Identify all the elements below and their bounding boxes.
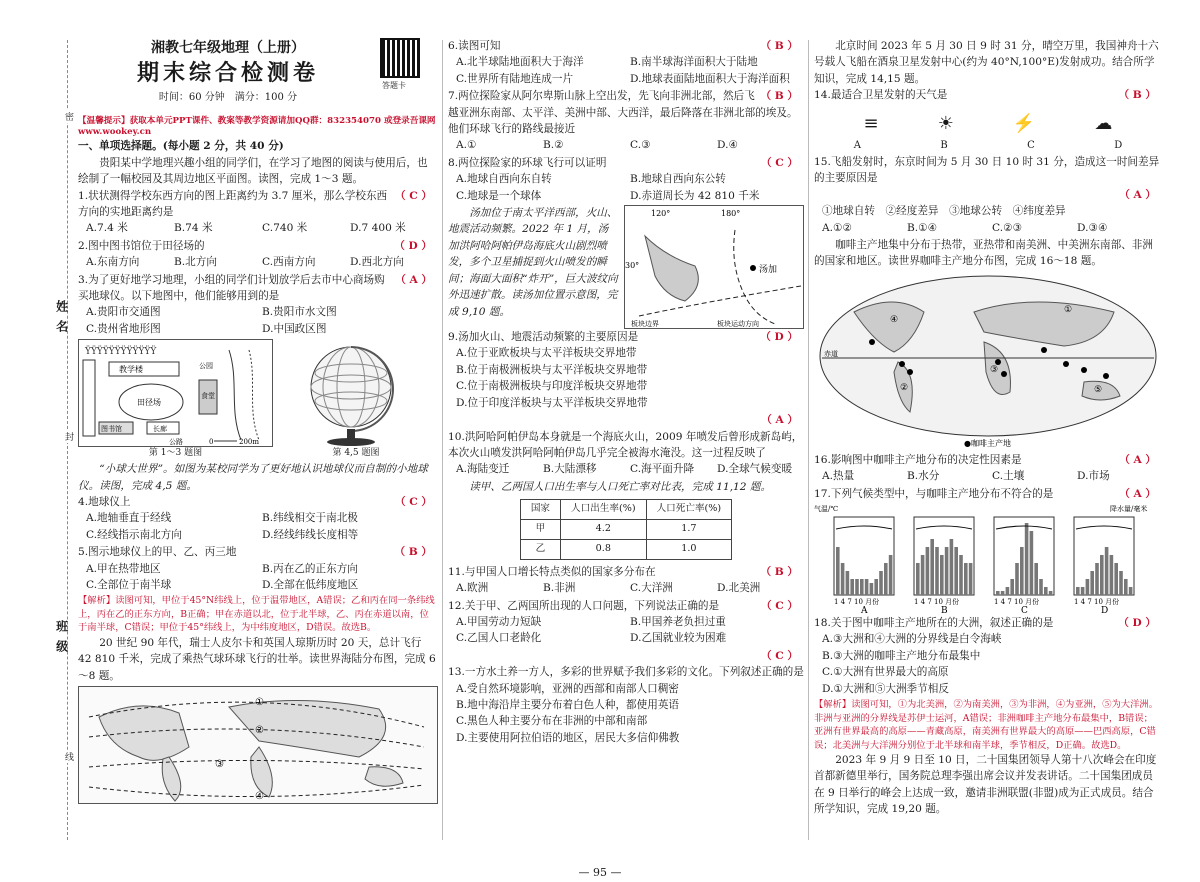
tonga-map	[624, 205, 804, 329]
precip-bar	[950, 539, 954, 595]
question-17	[814, 486, 1162, 502]
question-11	[448, 564, 804, 597]
precip-bar	[921, 555, 925, 595]
answer: （ A ）	[761, 414, 798, 427]
question-9	[448, 329, 804, 411]
answer: （ C ）	[761, 599, 798, 612]
option: A.贵阳市交通图	[86, 306, 161, 319]
precip-bar	[884, 563, 888, 595]
option: A.东南方向	[86, 256, 140, 269]
precip-bar	[969, 563, 973, 595]
column-2	[448, 38, 804, 747]
climate-chart-label: B	[941, 606, 948, 616]
precip-bar	[1020, 547, 1024, 595]
qr-caption: 答题卡	[382, 81, 406, 90]
precip-bar	[874, 579, 878, 595]
climate-chart-frame	[994, 517, 1054, 595]
question-stem: 15.飞船发射时，东京时间为 5 月 30 日 10 时 31 分，造成这一时间差异的主要原因是	[814, 156, 1160, 185]
climate-chart-label: C	[1021, 606, 1028, 616]
column-1	[78, 38, 438, 804]
table-cell: 4.2	[561, 519, 647, 539]
precip-bar	[1001, 591, 1005, 595]
exam-header	[78, 38, 438, 116]
question-stem: 6.读图可知	[448, 40, 501, 52]
option: B.74 米	[174, 222, 213, 235]
option: A.③大洲和④大洲的分界线是白令海峡	[822, 633, 1002, 646]
precip-bar	[954, 547, 958, 595]
temp-line	[996, 526, 1052, 529]
month-axis-label: 1 4 7 10 月份	[914, 598, 960, 607]
answer: （ D ）	[394, 239, 432, 252]
question-stem: 11.与甲国人口增长特点类似的国家多分布在	[448, 565, 656, 578]
question-stem: 2.图中图书馆位于田径场的	[78, 239, 205, 252]
figure-row	[78, 339, 438, 461]
campus-map	[78, 339, 273, 447]
question-stem: 7.两位探险家从阿尔卑斯山脉上空出发，先飞向非洲北部，然后飞越亚洲东南部、太平洋、美洲中部、大西洋，最后降落在非洲北部的埃及。他们环球飞行的路线最接近	[448, 90, 798, 136]
option: D.①大洲和⑤大洲季节相反	[822, 682, 949, 695]
table-cell: 1.0	[646, 539, 732, 559]
option: A.海陆变迁	[456, 463, 510, 476]
haze-icon: ≡	[863, 112, 879, 134]
precip-bar	[1039, 579, 1043, 595]
analysis-note: 【解析】读图可知，①为北美洲，②为南美洲，③为非洲，④为亚洲，⑤为大洋洲。非洲与亚洲的分界线是苏伊士运河，A错误；非洲咖啡主产地分布最集中，B错误；亚洲有世界最高的高原——青藏高原，南美洲有世界最大的高原——巴西高原，C错误；北美洲与大洋洲分别位于北半球和南半球，季节相反，D正确。故选D。	[814, 699, 1158, 751]
climate-charts	[814, 503, 1162, 615]
option: A.甲国劳动力短缺	[456, 615, 542, 628]
answer: （ B ）	[1118, 89, 1156, 102]
option: A.受自然环境影响，亚洲的西部和南部人口稠密	[456, 682, 679, 695]
precip-bar	[850, 579, 854, 595]
scale-max: 200m	[239, 438, 259, 447]
question-5	[78, 544, 438, 593]
option: B.水分	[907, 470, 940, 483]
coffee-map	[814, 272, 1162, 450]
precip-bar	[1081, 587, 1085, 595]
option: C.土壤	[992, 470, 1025, 483]
option: C.全部位于南半球	[86, 579, 172, 591]
option: C.西南方向	[262, 256, 316, 269]
lon-180-label: 180°	[721, 209, 741, 219]
page-title: 期末综合检测卷	[136, 60, 319, 86]
option: D.西北方向	[350, 256, 404, 269]
precip-bar	[935, 547, 939, 595]
option: D.位于印度洋板块与太平洋板块交界地带	[456, 396, 648, 409]
legend-boundary: 板块边界	[631, 320, 659, 329]
question-stem: 4.地球仪上	[78, 495, 131, 508]
precip-bar	[846, 571, 850, 595]
option: D.中国政区图	[262, 322, 327, 335]
option: D.全球气候变暖	[717, 463, 793, 476]
precip-bar	[1034, 563, 1038, 595]
question-intro: 贵阳某中学地理兴趣小组的同学们，在学习了地图的阅读与使用后，也绘制了一幅校园及其周边地区平面图。读图，完成 1～3 题。	[78, 156, 428, 186]
question-stem: 8.两位探险家的环球飞行可以证明	[448, 156, 607, 169]
tonga-label: 汤加	[759, 265, 778, 276]
question-intro: “小球大世界”。如图为某校同学为了更好地认识地球仪而自制的小地球仪。读图，完成 4,5 题。	[78, 463, 428, 492]
option: C.海平面升降	[630, 463, 695, 476]
option: C	[1027, 139, 1035, 151]
temp-line	[836, 526, 892, 529]
section-heading: 一、单项选择题。(每小题 2 分，共 40 分)	[78, 140, 284, 153]
route-3-label: ③	[215, 759, 224, 771]
question-8	[448, 155, 804, 204]
question-7	[448, 88, 804, 154]
figure-caption: 第 1～3 题图	[148, 448, 203, 459]
answer: （ C ）	[395, 189, 432, 202]
option: C.黑色人种主要分布在非洲的中部和南部	[456, 715, 648, 728]
label-canteen: 食堂	[201, 392, 215, 401]
continent-2-label: ②	[900, 382, 909, 393]
seal-mark: 密	[60, 110, 74, 123]
table-header: 人口死亡率(%)	[646, 500, 732, 520]
option: C.③	[630, 139, 651, 152]
option: D.地球表面陆地面积大于海洋面积	[630, 72, 790, 85]
label-track-field: 田径场	[137, 398, 161, 408]
option: A.①	[456, 139, 477, 152]
option: A.北半球陆地面积大于海洋	[456, 56, 584, 69]
label-library: 图书馆	[101, 425, 122, 434]
world-map-drawing	[79, 687, 437, 803]
table-cell: 1.7	[646, 519, 732, 539]
question-14	[814, 87, 1162, 153]
answer: （ B ）	[394, 546, 432, 559]
tonga-block	[448, 205, 804, 329]
class-label: 班 级	[54, 620, 69, 655]
question-stem: 10.洪阿哈阿帕伊岛本身就是一个海底火山，2009 年喷发后曾形成新岛屿，本次火山喷发洪阿哈阿帕伊岛几乎完全被海水淹没。这一过程反映了	[448, 430, 803, 459]
typhoon-icon: ☁	[1094, 112, 1113, 134]
precip-bar	[855, 579, 859, 595]
campus-map-drawing	[79, 340, 272, 446]
option: D.乙国就业较为困难	[630, 632, 727, 645]
map-legend: ●咖啡主产地	[964, 438, 1011, 448]
option: D.主要使用阿拉伯语的地区，居民大多信仰佛教	[456, 731, 680, 744]
table-row	[520, 539, 731, 559]
option: A.地轴垂直于经线	[86, 512, 172, 525]
globe-drawing	[281, 339, 431, 447]
option: D.赤道周长为 42 810 千米	[630, 189, 760, 202]
question-6	[448, 38, 804, 87]
answer: （ D ）	[760, 331, 798, 344]
question-2	[78, 238, 438, 271]
table-cell: 0.8	[561, 539, 647, 559]
globe-figure	[281, 339, 431, 447]
option: A	[853, 139, 861, 151]
label-corridor: 长廊	[153, 425, 167, 434]
option: C.世界所有陆地连成一片	[456, 72, 574, 85]
question-1	[78, 188, 438, 237]
precip-bar	[1044, 587, 1048, 595]
temp-axis-label: 气温/℃	[814, 505, 839, 514]
option: C.②③	[992, 221, 1023, 234]
precip-bar	[1006, 587, 1010, 595]
seal-mark: 封	[60, 430, 74, 443]
table-header: 人口出生率(%)	[561, 500, 647, 520]
option: A.甲在热带地区	[86, 562, 161, 575]
label-teaching-building: 教学楼	[119, 365, 143, 375]
option: C.740 米	[262, 222, 308, 235]
precip-bar	[1076, 587, 1080, 595]
option: C.贵州省地形图	[86, 322, 161, 335]
question-stem: 16.影响图中咖啡主产地分布的决定性因素是	[814, 453, 1022, 466]
precip-bar	[1110, 555, 1114, 595]
route-2-label: ②	[255, 725, 264, 737]
option: D.④	[717, 139, 738, 152]
precip-bar	[1025, 523, 1029, 595]
precip-bar	[1015, 563, 1019, 595]
option: A.7.4 米	[86, 222, 128, 235]
precip-bar	[836, 547, 840, 595]
svg-text:ŸŸŸŸŸŸŸŸŸŸŸŸ: ŸŸŸŸŸŸŸŸŸŸŸŸ	[85, 347, 157, 358]
question-intro: 北京时间 2023 年 5 月 30 日 9 时 31 分，晴空万里，我国神舟十六号载人飞船在酒泉卫星发射中心(约为 40°N,100°E)发射成功。结合所学知识，完成 14,15 题。	[814, 40, 1159, 85]
table-row	[520, 519, 731, 539]
option-items: ①地球自转 ②经度差异 ③地球公转 ④纬度差异	[822, 205, 1066, 218]
option: D	[1114, 139, 1123, 151]
precip-bar	[1119, 571, 1123, 595]
option: C.经线指示南北方向	[86, 528, 182, 541]
option: B.丙在乙的正东方向	[262, 562, 358, 575]
option: C.大洋洲	[630, 582, 673, 595]
route-4-label: ④	[255, 791, 264, 803]
temp-line	[1076, 526, 1132, 529]
option: B.甲国养老负担过重	[630, 615, 726, 628]
month-axis-label: 1 4 7 10 月份	[834, 598, 880, 607]
precip-bar	[1100, 555, 1104, 595]
question-3	[78, 272, 438, 338]
question-16	[814, 452, 1162, 485]
precip-bar	[930, 539, 934, 595]
question-18	[814, 615, 1162, 697]
option: B.贵阳市水文图	[262, 306, 337, 319]
answer: （ B ）	[760, 565, 798, 578]
coffee-map-drawing	[814, 272, 1162, 450]
question-12	[448, 598, 804, 647]
answer: （ B ）	[760, 40, 798, 52]
month-axis-label: 1 4 7 10 月份	[994, 598, 1040, 607]
climate-charts-drawing	[814, 503, 1162, 615]
column-divider	[808, 40, 809, 840]
option: B.②	[543, 139, 564, 152]
question-10	[448, 412, 804, 478]
precip-bar	[870, 583, 874, 595]
precip-bar	[1114, 563, 1118, 595]
answer: （ A ）	[1119, 487, 1156, 500]
option: C.地球是一个球体	[456, 189, 542, 202]
exam-meta: 时间：60 分钟 满分：100 分	[158, 92, 298, 104]
seal-mark: 线	[60, 750, 74, 763]
answer: （ C ）	[761, 649, 798, 662]
table-cell: 甲	[520, 519, 560, 539]
label-road: 公路	[169, 438, 183, 447]
precip-bar	[916, 563, 920, 595]
month-axis-label: 1 4 7 10 月份	[1074, 598, 1120, 607]
book-title: 湘教七年级地理（上册）	[151, 40, 305, 56]
option: D.全部在低纬度地区	[262, 579, 359, 591]
option: D.7 400 米	[350, 222, 406, 235]
option: B.①④	[907, 221, 938, 234]
option: A.热量	[822, 470, 855, 483]
precip-bar	[1010, 579, 1014, 595]
figure-caption: 第 4,5 题图	[332, 448, 380, 459]
precip-bar	[1030, 531, 1034, 595]
table-cell: 乙	[520, 539, 560, 559]
option: C.①大洲有世界最大的高原	[822, 666, 949, 679]
answer: （ B ）	[760, 90, 798, 103]
sunny-icon: ☀	[937, 112, 954, 134]
option: B.纬线相交于南北极	[262, 512, 358, 525]
climate-chart-label: A	[861, 606, 868, 616]
question-stem: 17.下列气候类型中，与咖啡主产地分布不符合的是	[814, 487, 1054, 500]
precip-bar	[1095, 563, 1099, 595]
question-stem: 18.关于图中咖啡主产地所在的大洲，叙述正确的是	[814, 617, 1054, 630]
option: B.地中海沿岸主要分布着白色人种，都使用英语	[456, 698, 680, 711]
precip-bar	[879, 571, 883, 595]
option: B.大陆漂移	[543, 463, 597, 476]
tonga-map-drawing	[625, 206, 803, 328]
temp-line	[916, 526, 972, 529]
question-intro: 咖啡主产地集中分布于热带，亚热带和南美洲、中美洲东南部、非洲的国家和地区。读世界咖啡主产地分布图，完成 16～18 题。	[814, 239, 1153, 268]
analysis-note: 【解析】读图可知，甲位于45°N纬线上，位于温带地区，A错误；乙和丙在同一条纬线上，丙在乙的正东方向，B正确；甲在赤道以北，位于北半球，乙、丙在赤道以南，位于南半球，C错误；甲位于45°纬线上，为中纬度地区，D错误。故选B。	[78, 595, 435, 634]
question-stem: 14.最适合卫星发射的天气是	[814, 89, 948, 102]
option: C.位于南极洲板块与印度洋板块交界地带	[456, 380, 648, 393]
promo-banner: 【温馨提示】获取本单元PPT课件、教案等教学资源请加QQ群：832354070 或登录吾课网 www.wookey.cn	[78, 116, 436, 138]
option: A.位于亚欧板块与太平洋板块交界地带	[456, 347, 637, 360]
answer: （ A ）	[1119, 188, 1156, 201]
continent-5-label: ⑤	[1094, 384, 1103, 395]
binding-margin	[0, 0, 73, 882]
continent-3-label: ③	[990, 364, 999, 375]
precip-bar	[996, 591, 1000, 595]
option: D.③④	[1077, 221, 1108, 234]
precip-bar	[1129, 587, 1133, 595]
precip-bar	[940, 555, 944, 595]
option: D.北美洲	[717, 582, 761, 595]
scale-zero: 0	[209, 438, 214, 447]
continent-4-label: ④	[890, 314, 899, 325]
option: D.经线纬线长度相等	[262, 528, 359, 541]
route-1-label: ①	[255, 697, 264, 709]
option: A.欧洲	[456, 582, 489, 595]
climate-chart-label: D	[1101, 606, 1109, 616]
legend-motion: 板块运动方向	[717, 320, 759, 329]
precip-bar	[1105, 547, 1109, 595]
answer: （ A ）	[395, 273, 432, 286]
precip-bar	[964, 563, 968, 595]
option: B.北方向	[174, 256, 217, 269]
question-stem: 9.汤加火山、地震活动频繁的主要原因是	[448, 331, 639, 344]
precip-bar	[1090, 571, 1094, 595]
column-3	[814, 38, 1162, 818]
option: D.市场	[1077, 470, 1110, 483]
answer: （ D ）	[1118, 617, 1156, 630]
option: B	[940, 139, 948, 151]
qr-code-icon	[380, 38, 420, 78]
precip-axis-label: 降水量/毫米	[1110, 505, 1148, 514]
equator-label: 赤道	[824, 349, 838, 358]
question-stem: 13.一方水土养一方人，多彩的世界赋予我们多彩的文化。下列叙述正确的是	[448, 666, 804, 679]
question-stem: 1.状状测得学校东西方向的图上距离约为 3.7 厘米，那么学校东西方向的实地距离约是	[78, 189, 388, 218]
option: B.位于南极洲板块与太平洋板块交界地带	[456, 363, 648, 376]
sandstorm-icon: ⚡	[1012, 112, 1036, 134]
question-stem: 3.为了更好地学习地理，小组的同学们计划放学后去市中心商场购买地球仪。以下地图中，他们能够用到的是	[78, 273, 385, 302]
option: C.乙国人口老龄化	[456, 632, 542, 645]
question-13	[448, 648, 804, 746]
option: B.地球自西向东公转	[630, 173, 726, 186]
population-table	[520, 499, 732, 560]
precip-bar	[865, 579, 869, 595]
question-15	[814, 154, 1162, 236]
precip-bar	[945, 547, 949, 595]
precip-bar	[959, 555, 963, 595]
precip-bar	[889, 555, 893, 595]
answer: （ A ）	[1119, 453, 1156, 466]
question-4	[78, 494, 438, 543]
question-stem: 12.关于甲、乙两国所出现的人口问题，下列说法正确的是	[448, 599, 720, 612]
precip-bar	[1049, 591, 1053, 595]
answer: （ C ）	[761, 156, 798, 169]
label-park: 公园	[199, 362, 213, 371]
precip-bar	[926, 547, 930, 595]
precip-bar	[860, 579, 864, 595]
question-intro: 20 世纪 90 年代，瑞士人皮尔卡和英国人琼斯历时 20 天，总计飞行 42 810 千米，完成了乘热气球环球飞行的壮举。读世界海陆分布图，完成 6～8 题。	[78, 636, 436, 682]
option: A.①②	[822, 221, 853, 234]
question-intro: 汤加位于南太平洋西部，火山、地震活动频繁。2022 年 1 月，汤加洪阿哈阿帕伊岛海底火山剧烈喷发，多个卫星捕捉到火山喷发的瞬间；海面大面积“炸开”，巨大波纹向外迅速扩散。读汤加位置示意图，完成 9,10 题。	[448, 207, 618, 318]
name-label: 姓 名	[54, 300, 69, 335]
lon-120-label: 120°	[651, 209, 671, 219]
answer: （ C ）	[395, 495, 432, 508]
column-divider	[442, 40, 443, 840]
page-number: — 95 —	[578, 866, 622, 879]
world-land-sea-map	[78, 686, 438, 804]
table-header: 国家	[520, 500, 560, 520]
precip-bar	[1086, 579, 1090, 595]
precip-bar	[841, 563, 845, 595]
question-intro: 2023 年 9 月 9 日至 10 日，二十国集团领导人第十八次峰会在印度首都新德里举行，国务院总理李强出席会议并发表讲话。二十国集团成员在 9 日举行的峰会上达成一致，邀请非洲联盟(非盟)成为正式成员。结合所学知识，完成 19,20 题。	[814, 753, 1157, 816]
option: A.地球自西向东自转	[456, 173, 552, 186]
option: B.南半球海洋面积大于陆地	[630, 56, 758, 69]
question-stem: 5.图示地球仪上的甲、乙、丙三地	[78, 546, 237, 559]
continent-1-label: ①	[1064, 304, 1073, 315]
option: B.非洲	[543, 582, 576, 595]
lat-30-label: 30°	[625, 261, 640, 271]
precip-bar	[1124, 579, 1128, 595]
option: B.③大洲的咖啡主产地分布最集中	[822, 649, 981, 662]
question-intro: 读甲、乙两国人口出生率与人口死亡率对比表，完成 11,12 题。	[469, 480, 772, 493]
